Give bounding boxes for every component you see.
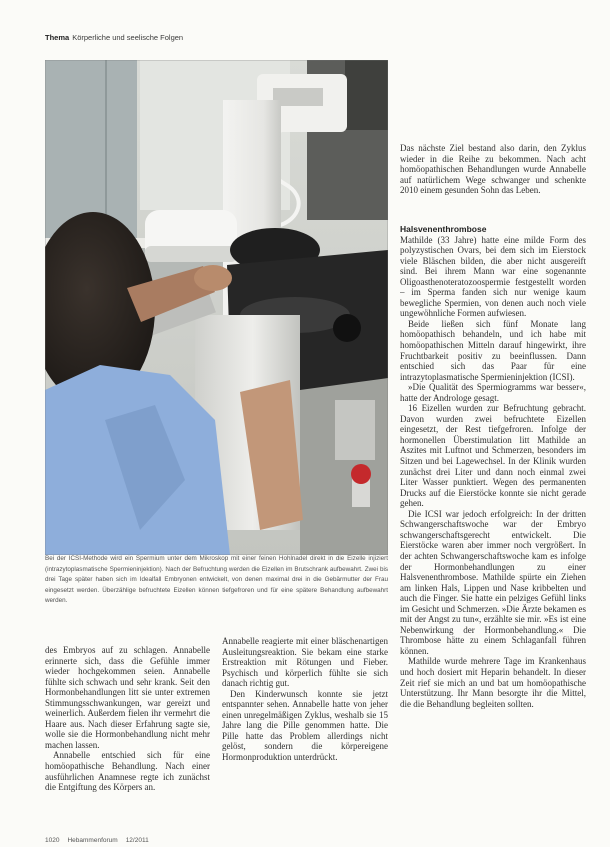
body-column-right-intro [400,143,586,213]
paragraph: Annabelle reagierte mit einer bläschenartigen Ausleitungsreaktion. Sie bekam eine starke Erstreaktion mit Rötungen und Fieber. Psychisch und körperlich fühlte sie sich danach richtig gut. [222,636,388,689]
section-title: Körperliche und seelische Folgen [72,33,184,42]
paragraph: Das nächste Ziel bestand also darin, den Zyklus wieder in die Reihe zu bekommen. Nach acht homöopathischen Behandlungen wurde Annabelle auf natürlichem Wege schwanger und schenkte 2010 einem gesunden Sohn das Leben. [400,143,586,196]
issue-number: 12/2011 [125,837,149,844]
magazine-name: Hebammenforum [67,837,118,844]
paragraph: »Die Qualität des Spermiogramms war besser«, hatte der Androloge gesagt. [400,382,586,403]
paragraph: Den Kinderwunsch konnte sie jetzt entspannter sehen. Annabelle hatte von jeher einen unregelmäßigen Zyklus, weshalb sie 15 Jahre lang die Pille genommen hatte. Die Pille hatte das Problem allerdings nicht gelöst, sondern die körpereigene Hormonproduktion unterdrückt. [222,688,388,763]
page-number: 1020 [45,837,60,844]
subheading: Halsvenenthrombose [400,224,487,234]
paragraph: Mathilde wurde mehrere Tage im Krankenhaus und hoch dosiert mit Heparin behandelt. In dieser Zeit rief sie mich an und bat um homöopathische Unterstützung. Ihr Mann besorgte ihr die Mittel, die die Behandlung begleiten sollten. [400,656,586,709]
page-footer [45,836,157,845]
paragraph: Die ICSI war jedoch erfolgreich: In der dritten Schwangerschaftswoche war der Embryo schwangerschaftsgerecht entwickelt. Die Eierstöcke waren aber immer noch vergrößert. In der achten Schwangerschaftswoche kam es infolge der Hormonbehandlungen zu einer Halsvenenthrombose. Mathilde spürte ein Ziehen am linken Hals, Lippen und Nase kribbelten und auch die Finger. Sie hatte ein pelziges Gefühl links im Gesicht und Schmerzen. »Die Ärzte bekamen es mit der Angst zu tun«, erzählte sie mir. »Es ist eine Nebenwirkung der Hormonbehandlung.« Die Thrombose hätte zu einem Schlaganfall führen können. [400,508,586,656]
body-column-left [45,645,210,795]
paragraph: Beide ließen sich fünf Monate lang homöopathisch behandeln, und ich habe mit homöopathischen Mitteln darauf hingewirkt, ihre Fruchtbarkeit positiv zu beeinflussen. Dann entschied sich das Paar für eine intrazytoplasmatische Spermieninjektion (ICSI). [400,318,586,382]
focus-knob [333,314,361,342]
red-cap [351,464,371,484]
body-column-right [400,224,586,836]
paragraph: Mathilde (33 Jahre) hatte eine milde Form des polyzystischen Ovars, bei dem sich im Eierstock viele Bläschen bilden, die aber nicht ausgereift sind. Bei ihrem Mann war eine sogenannte Oligoasthenoteratozoospermie festgestellt worden – im Sperma fanden sich nur wenige kaum bewegliche Spermien, von denen auch noch viele ungewöhnliche Formen aufwiesen. [400,234,586,319]
red-cap-tube [351,464,371,507]
paragraph: Annabelle entschied sich für eine homöopathische Behandlung. Nach einer ausführlichen Anamnese regte ich zunächst die Entgiftung des Körpers an. [45,750,210,793]
paragraph: 16 Eizellen wurden zur Befruchtung gebracht. Davon wurden zwei befruchtete Eizellen eingesetzt, der Rest tiefgefroren. Infolge der hormonellen Überstimulation litt Mathilde an Aszites mit Luftnot und Schmerzen, besonders im Sitzen und bei Lagewechsel. In der Klinik wurden zunächst drei Liter und dann noch einmal zwei Liter Wasser punktiert. Wegen des permanenten Drucks auf die Eierstöcke konnte sie nicht gerade gehen. [400,403,586,509]
body-column-middle [222,636,388,786]
section-label: Thema [45,33,70,42]
article-photo [45,60,388,555]
person-hand [194,265,232,291]
paragraph: des Embryos auf zu schlagen. Annabelle erinnerte sich, dass die Gefühle immer wieder hochgekommen seien. Annabelle fühlte sich schwach und sehr krank. Seit den Hormonbehandlungen litt sie unter extremen Stimmungsschwankungen, war gereizt und weinerlich. Außerdem fielen ihr vermehrt die Haare aus. Nach dieser Erfahrung sagte sie, wolle sie die Hormonbehandlung nicht mehr machen lassen. [45,645,210,750]
photo-caption: Bei der ICSI-Methode wird ein Spermium unter dem Mikroskop mit einer feinen Hohlnadel direkt in die Eizelle injiziert (intrazytoplasmatische Spermieninjektion). Nach der Befruchtung werden die Eizellen im Brutschrank aufbewahrt. Zwei bis drei Tage später haben sich im Idealfall Embryonen entwickelt, von denen maximal drei in die Gebärmutter der Frau eingesetzt werden. Überzählige befruchtete Eizellen können tiefgefroren und für eine spätere Behandlung aufbewahrt werden. [45,555,388,605]
equipment-rack-dark [345,60,388,130]
lab-photo [45,60,388,555]
pump-device-base [145,246,237,262]
sample-rack [335,400,375,460]
section-header [45,33,183,42]
